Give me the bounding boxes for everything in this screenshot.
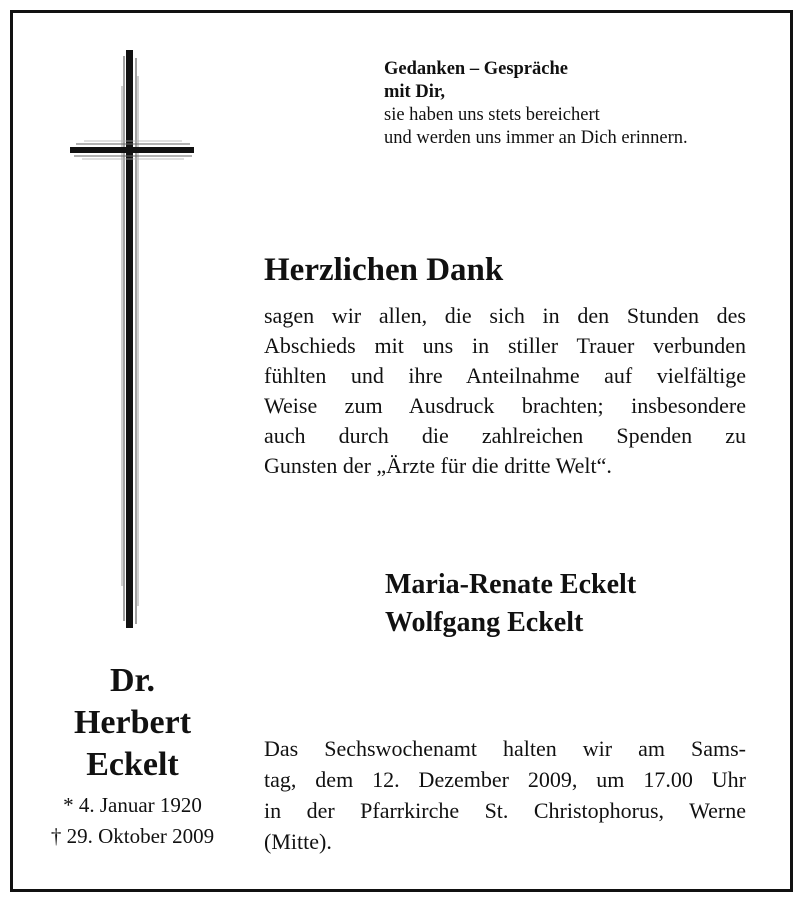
deceased-title: Dr. xyxy=(109,662,156,699)
quote-line: Gedanken – Gespräche xyxy=(384,59,568,79)
quote-line: sie haben uns stets bereichert xyxy=(384,105,600,125)
thanks-line: Abschieds mit uns in stiller Trauer verbunden xyxy=(264,333,746,358)
memorial-quote xyxy=(384,58,688,150)
thanks-line: sagen wir allen, die sich in den Stunden des xyxy=(264,303,746,328)
deceased-first-name: Herbert xyxy=(73,704,192,741)
deceased-name xyxy=(20,660,245,786)
thanks-line: Weise zum Ausdruck brachten; insbesondere xyxy=(264,393,746,418)
thanks-text xyxy=(264,301,746,481)
deceased-last-name: Eckelt xyxy=(86,746,179,783)
life-dates xyxy=(20,790,245,852)
quote-line: und werden uns immer an Dich erinnern. xyxy=(384,128,688,148)
death-date: † 29. Oktober 2009 xyxy=(50,824,215,848)
service-line: Das Sechswochenamt halten wir am Sams- xyxy=(264,736,746,761)
thanks-line: Gunsten der „Ärzte für die dritte Welt“. xyxy=(264,453,612,478)
thanks-heading: Herzlichen Dank xyxy=(264,252,504,288)
family-signature xyxy=(385,566,636,642)
service-notice xyxy=(264,733,746,857)
cross-icon xyxy=(64,46,204,636)
service-line: in der Pfarrkirche St. Christophorus, Werne xyxy=(264,798,746,823)
family-member: Wolfgang Eckelt xyxy=(385,607,584,638)
service-line: (Mitte). xyxy=(264,829,332,854)
thanks-line: fühlten und ihre Anteilnahme auf vielfältige xyxy=(264,363,746,388)
thanks-line: auch durch die zahlreichen Spenden zu xyxy=(264,423,746,448)
quote-line: mit Dir, xyxy=(384,82,445,102)
birth-date: * 4. Januar 1920 xyxy=(63,793,202,817)
family-member: Maria-Renate Eckelt xyxy=(385,569,637,600)
service-line: tag, dem 12. Dezember 2009, um 17.00 Uhr xyxy=(264,767,746,792)
